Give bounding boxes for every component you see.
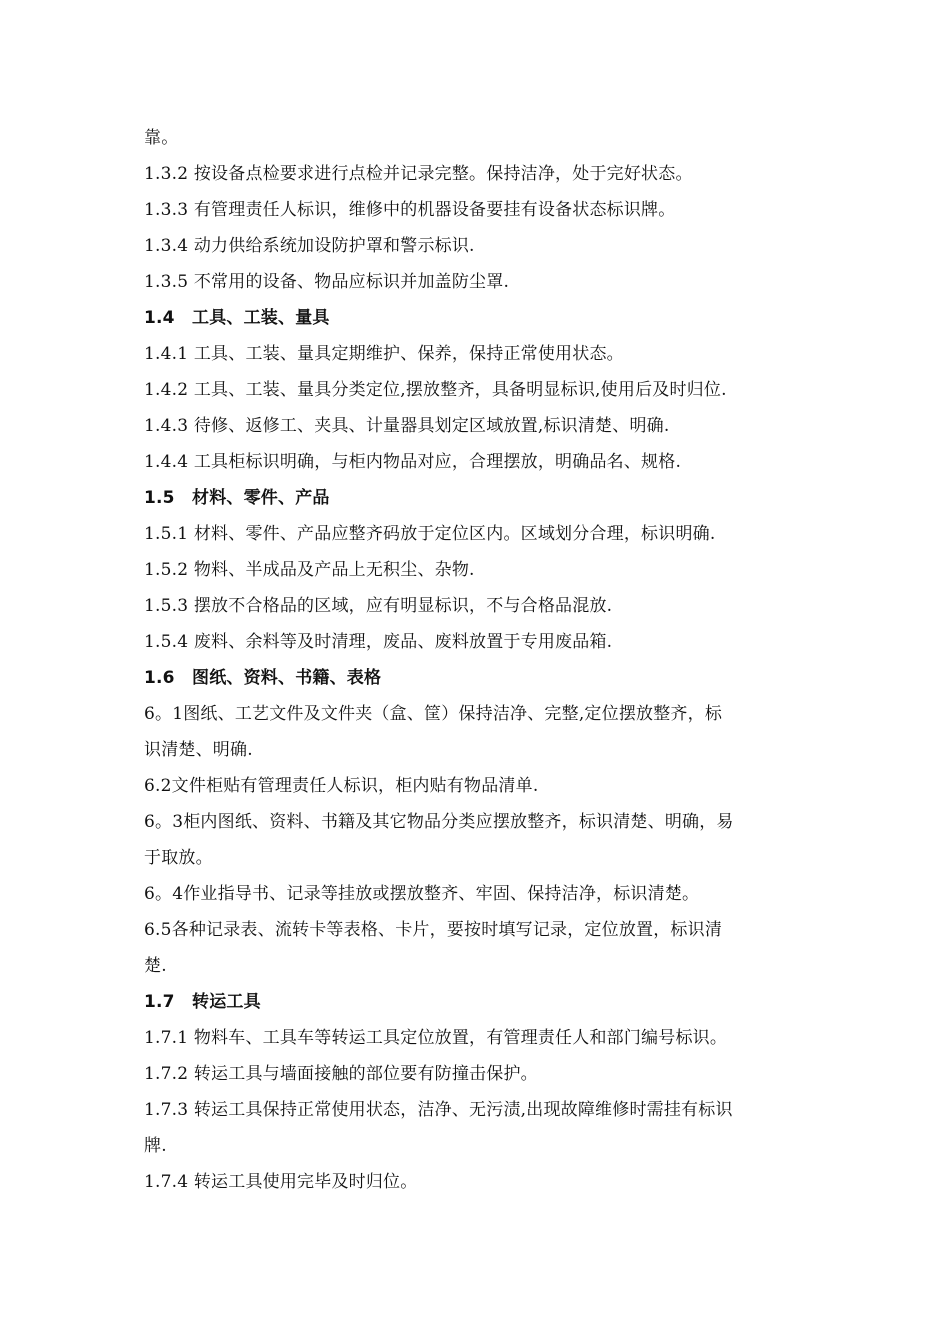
section-number: 1.6 xyxy=(144,668,175,688)
body-line: 1.7.4 转运工具使用完毕及时归位。 xyxy=(144,1172,418,1192)
body-line: 1.4.2 工具、工装、量具分类定位,摆放整齐，具备明显标识,使用后及时归位. xyxy=(144,380,727,400)
body-line: 6.5各种记录表、流转卡等表格、卡片，要按时填写记录，定位放置，标识清 xyxy=(144,920,723,940)
body-line: 1.7.2 转运工具与墙面接触的部位要有防撞击保护。 xyxy=(144,1064,538,1084)
document-body xyxy=(144,120,808,1200)
section-heading xyxy=(144,984,808,1020)
body-line: 牌. xyxy=(144,1136,167,1156)
body-line: 识清楚、明确. xyxy=(144,740,253,760)
section-title: 图纸、资料、书籍、表格 xyxy=(192,668,382,688)
body-line: 6。1图纸、工艺文件及文件夹（盒、筐）保持洁净、完整,定位摆放整齐，标 xyxy=(144,704,723,724)
section-title: 工具、工装、量具 xyxy=(192,308,330,328)
body-line: 1.5.1 材料、零件、产品应整齐码放于定位区内。区域划分合理，标识明确. xyxy=(144,524,716,544)
body-line: 1.4.1 工具、工装、量具定期维护、保养，保持正常使用状态。 xyxy=(144,344,624,364)
body-line: 1.5.3 摆放不合格品的区域，应有明显标识，不与合格品混放. xyxy=(144,596,613,616)
body-line: 1.4.4 工具柜标识明确，与柜内物品对应，合理摆放，明确品名、规格. xyxy=(144,452,682,472)
body-line: 1.3.2 按设备点检要求进行点检并记录完整。保持洁净，处于完好状态。 xyxy=(144,164,693,184)
body-line: 1.3.5 不常用的设备、物品应标识并加盖防尘罩. xyxy=(144,272,510,292)
body-line: 1.3.3 有管理责任人标识，维修中的机器设备要挂有设备状态标识牌。 xyxy=(144,200,676,220)
body-line: 1.7.1 物料车、工具车等转运工具定位放置，有管理责任人和部门编号标识。 xyxy=(144,1028,728,1048)
body-line: 6。3柜内图纸、资料、书籍及其它物品分类应摆放整齐，标识清楚、明确，易 xyxy=(144,812,734,832)
section-heading xyxy=(144,480,808,516)
body-line: 1.5.4 废料、余料等及时清理，废品、废料放置于专用废品箱. xyxy=(144,632,613,652)
body-line: 6。4作业指导书、记录等挂放或摆放整齐、牢固、保持洁净，标识清楚。 xyxy=(144,884,700,904)
section-title: 材料、零件、产品 xyxy=(192,488,330,508)
section-number: 1.7 xyxy=(144,992,175,1012)
section-number: 1.4 xyxy=(144,308,175,328)
section-number: 1.5 xyxy=(144,488,175,508)
body-line: 1.4.3 待修、返修工、夹具、计量器具划定区域放置,标识清楚、明确. xyxy=(144,416,670,436)
body-line: 靠。 xyxy=(144,128,179,148)
body-line: 6.2文件柜贴有管理责任人标识，柜内贴有物品清单. xyxy=(144,776,539,796)
section-title: 转运工具 xyxy=(192,992,261,1012)
body-line: 1.3.4 动力供给系统加设防护罩和警示标识. xyxy=(144,236,475,256)
body-line: 楚. xyxy=(144,956,167,976)
body-line: 1.7.3 转运工具保持正常使用状态，洁净、无污渍,出现故障维修时需挂有标识 xyxy=(144,1100,733,1120)
body-line: 1.5.2 物料、半成品及产品上无积尘、杂物. xyxy=(144,560,475,580)
section-heading xyxy=(144,300,808,336)
body-line: 于取放。 xyxy=(144,848,213,868)
section-heading xyxy=(144,660,808,696)
